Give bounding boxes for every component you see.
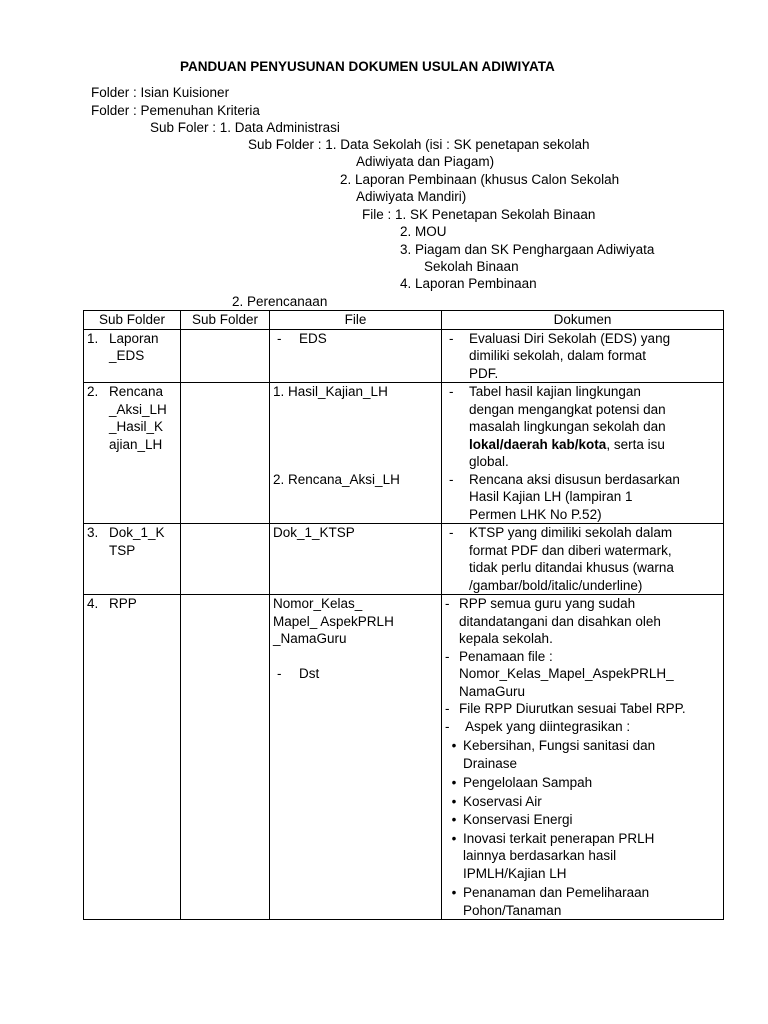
bullet-icon: • bbox=[451, 775, 457, 790]
file-item-3-cont: Sekolah Binaan bbox=[424, 259, 519, 274]
aspect-bullet: • Pengelolaan Sampah bbox=[445, 774, 720, 792]
file-item-3: 3. Piagam dan SK Penghargaan Adiwiyata bbox=[400, 242, 655, 257]
aspect-bullet: • Konservasi Energi bbox=[445, 811, 720, 829]
bullet-icon: • bbox=[451, 793, 457, 809]
subfolder-item-1-cont: Adiwiyata dan Piagam) bbox=[356, 154, 495, 169]
folder-line-1: Folder : Isian Kuisioner bbox=[91, 85, 230, 100]
row2-subfolder2 bbox=[181, 383, 270, 524]
table-row bbox=[84, 524, 724, 595]
subfolder-item-2-cont: Adiwiyata Mandiri) bbox=[356, 189, 467, 204]
aspect-bullet: • Koservasi Air bbox=[445, 793, 720, 811]
subfoler-line: Sub Foler : 1. Data Administrasi bbox=[150, 120, 340, 135]
subfolder-item-2: 2. Laporan Pembinaan (khusus Calon Sekolah bbox=[340, 172, 620, 187]
row4-file: Nomor_Kelas_ Mapel_ AspekPRLH _NamaGuru - Dst bbox=[270, 595, 442, 920]
row1-file: - EDS bbox=[270, 329, 442, 383]
aspect-bullet: • Kebersihan, Fungsi sanitasi dan Drainase bbox=[445, 737, 720, 772]
row2-dokumen: - Tabel hasil kajian lingkungan dengan mengangkat potensi dan masalah lingkungan sekolah dan lokal/daerah kab/kota, serta isu global. - Rencana aksi disusun berdasarkan Hasil Kajian LH (lampiran 1 Permen LHK No P.52) bbox=[442, 383, 724, 524]
table-header-row bbox=[84, 311, 724, 330]
table-row bbox=[84, 383, 724, 524]
row1-subfolder2 bbox=[181, 329, 270, 383]
row1-dokumen: - Evaluasi Diri Sekolah (EDS) yang dimiliki sekolah, dalam format PDF. bbox=[442, 329, 724, 383]
bullet-icon: • bbox=[451, 885, 457, 900]
row3-subfolder: 3. Dok_1_K TSP bbox=[84, 524, 181, 595]
table-row bbox=[84, 329, 724, 383]
file-item-4: 4. Laporan Pembinaan bbox=[400, 276, 537, 291]
folder-line-2: Folder : Pemenuhan Kriteria bbox=[91, 103, 260, 118]
row3-dokumen: - KTSP yang dimiliki sekolah dalam format PDF dan diberi watermark, tidak perlu ditandai khusus (warna /gambar/bold/italic/underline) bbox=[442, 524, 724, 595]
header-file: File bbox=[270, 311, 442, 330]
header-dokumen: Dokumen bbox=[442, 311, 724, 330]
document-table bbox=[83, 310, 724, 920]
row2-file: 1. Hasil_Kajian_LH 2. Rencana_Aksi_LH bbox=[270, 383, 442, 524]
row4-dokumen: - RPP semua guru yang sudah ditandatangani dan disahkan oleh kepala sekolah. - Penamaan file : Nomor_Kelas_Mapel_AspekPRLH_ NamaGuru - File RPP Diurutkan sesuai Tabel RPP. - Aspek yang diintegrasikan : • Kebersihan, Fungsi sanitasi dan Drainase • Pengelolaan Sampah • Koservasi Air • Konservasi Energi • Inovasi terkait penerapan PRLH lainnya berdasarkan hasil IPMLH/Kajian LH • Penanaman dan Pemeliharaan Pohon/Tanaman bbox=[442, 595, 724, 920]
header-sub-folder-1: Sub Folder bbox=[84, 311, 181, 330]
row4-subfolder: 4. RPP bbox=[84, 595, 181, 920]
row3-file: Dok_1_KTSP bbox=[270, 524, 442, 595]
page-title: PANDUAN PENYUSUNAN DOKUMEN USULAN ADIWIYATA bbox=[180, 59, 555, 74]
bullet-icon: • bbox=[451, 738, 457, 753]
row1-subfolder: 1. Laporan _EDS bbox=[84, 329, 181, 383]
file-item-2: 2. MOU bbox=[400, 224, 447, 239]
row2-subfolder: 2. Rencana _Aksi_LH _Hasil_K ajian_LH bbox=[84, 383, 181, 524]
perencanaan-heading: 2. Perencanaan bbox=[232, 294, 328, 309]
bullet-icon: • bbox=[451, 830, 457, 846]
row3-subfolder2 bbox=[181, 524, 270, 595]
row4-subfolder2 bbox=[181, 595, 270, 920]
header-sub-folder-2: Sub Folder bbox=[181, 311, 270, 330]
aspect-bullet: • Penanaman dan Pemeliharaan Pohon/Tanaman bbox=[445, 884, 720, 919]
bullet-icon: • bbox=[451, 812, 457, 827]
subfolder-item-1: Sub Folder : 1. Data Sekolah (isi : SK penetapan sekolah bbox=[248, 137, 590, 152]
aspect-bullet: • Inovasi terkait penerapan PRLH lainnya berdasarkan hasil IPMLH/Kajian LH bbox=[445, 830, 720, 883]
table-row bbox=[84, 595, 724, 920]
file-item-1: File : 1. SK Penetapan Sekolah Binaan bbox=[362, 207, 596, 222]
